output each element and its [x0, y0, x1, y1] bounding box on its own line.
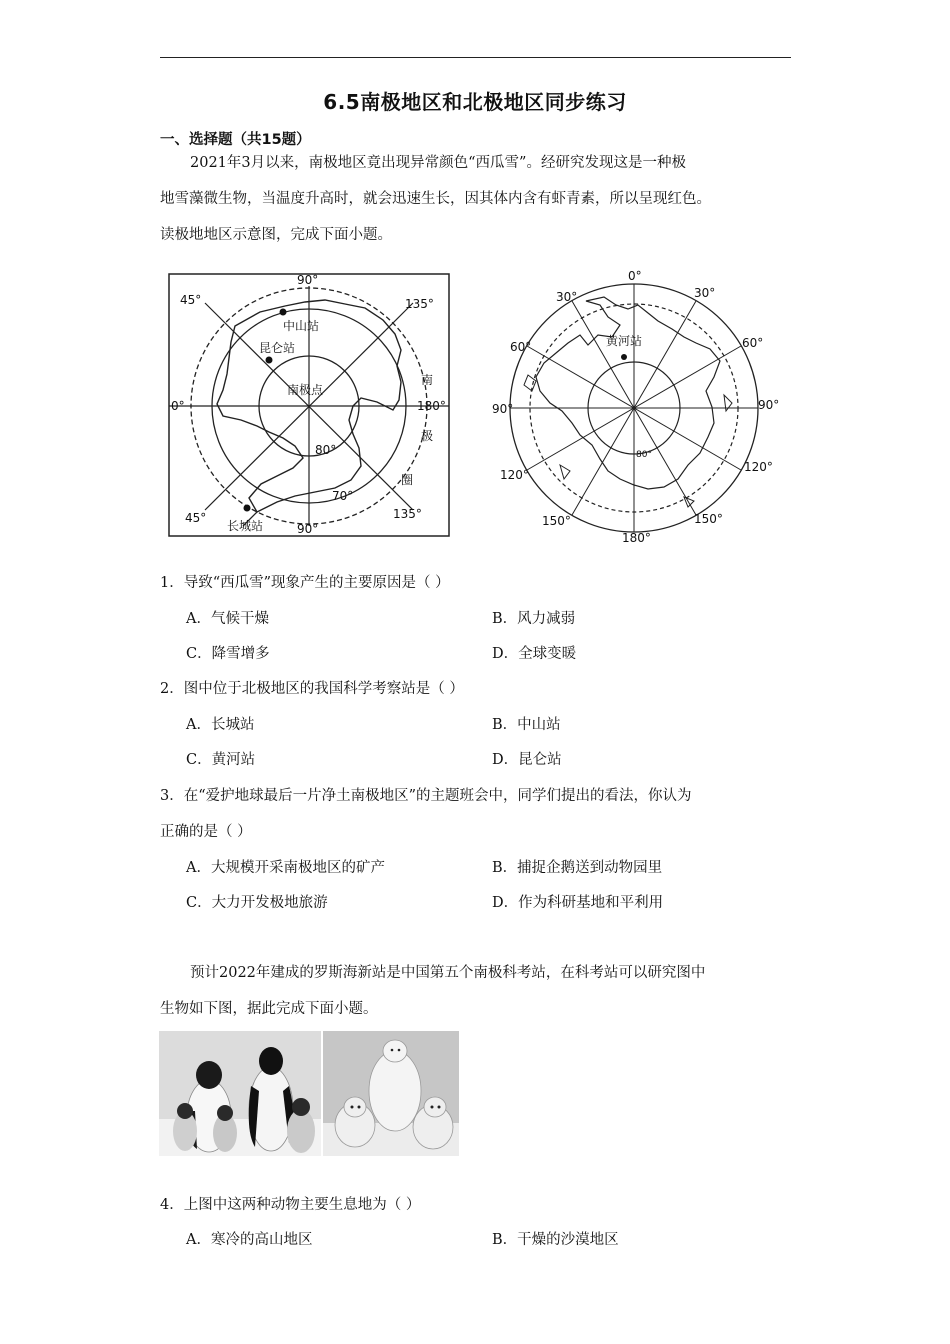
label-l90: 90° [492, 402, 514, 416]
label-l60: 60° [510, 340, 532, 354]
label-bl: 45° [185, 511, 207, 525]
islands [524, 375, 732, 507]
q2-option-d[interactable]: D．昆仑站 [492, 752, 562, 768]
label-bottom: 180° [622, 531, 651, 545]
section-heading: 一、选择题（共15题） [160, 132, 311, 148]
kunlun-dot [266, 357, 273, 364]
question-2-stem: 2．图中位于北极地区的我国科学考察站是（ ） [160, 681, 464, 697]
label-r150: 150° [694, 512, 723, 526]
q3-option-c[interactable]: C．大力开发极地旅游 [186, 895, 328, 911]
q1-option-c[interactable]: C．降雪增多 [186, 646, 270, 662]
label-bottom: 90° [297, 522, 319, 536]
label-l120: 120° [500, 468, 529, 482]
q3-option-a[interactable]: A．大规模开采南极地区的矿产 [186, 860, 385, 876]
q1-option-b[interactable]: B．风力减弱 [492, 611, 576, 627]
q3-option-d[interactable]: D．作为科研基地和平利用 [492, 895, 664, 911]
intro-line: 2021年3月以来，南极地区竟出现异常颜色“西瓜雪”。经研究发现这是一种极 [190, 155, 686, 171]
question-1-stem: 1．导致“西瓜雪”现象产生的主要原因是（ ） [160, 575, 450, 591]
circle-name-1: 南 [421, 373, 434, 387]
changcheng-dot [244, 505, 251, 512]
question-3-stem-line2: 正确的是（ ） [160, 824, 252, 840]
antarctic-map [165, 270, 455, 540]
q2-option-c[interactable]: C．黄河站 [186, 752, 256, 768]
label-changcheng: 长城站 [227, 519, 264, 533]
question-3-stem-line1: 3．在“爱护地球最后一片净土南极地区”的主题班会中，同学们提出的看法，你认为 [160, 788, 692, 804]
label-tr30: 30° [694, 286, 716, 300]
intro-line: 读极地地区示意图，完成下面小题。 [160, 227, 392, 243]
page-title: 6.5南极地区和北极地区同步练习 [323, 90, 627, 114]
meridians [510, 284, 758, 532]
intro-line: 生物如下图，据此完成下面小题。 [160, 1001, 378, 1017]
q1-option-d[interactable]: D．全球变暖 [492, 646, 577, 662]
label-lat80: 80° [315, 443, 337, 457]
huanghe-dot [621, 354, 627, 360]
zhongshan-dot [280, 309, 287, 316]
label-top: 90° [297, 273, 319, 287]
q1-option-a[interactable]: A．气候干燥 [186, 611, 269, 627]
label-l150: 150° [542, 514, 571, 528]
circle-name-3: 圈 [401, 473, 414, 487]
label-r120: 120° [744, 460, 773, 474]
q4-option-b[interactable]: B．干燥的沙漠地区 [492, 1232, 619, 1248]
top-rule [160, 57, 791, 58]
q2-option-a[interactable]: A．长城站 [186, 717, 255, 733]
label-r60: 60° [742, 336, 764, 350]
circle-name-2: 极 [421, 429, 434, 443]
coastline [536, 297, 720, 489]
intro-paragraph-1 [160, 145, 792, 253]
label-tl30: 30° [556, 290, 578, 304]
label-top: 0° [628, 269, 642, 283]
q4-option-a[interactable]: A．寒冷的高山地区 [186, 1232, 313, 1248]
label-zhongshan: 中山站 [283, 319, 320, 333]
label-lat70: 70° [332, 489, 354, 503]
label-kunlun: 昆仑站 [259, 341, 296, 355]
animal-photo [159, 1031, 459, 1156]
label-pole: 南极点 [287, 383, 324, 397]
label-left: 0° [171, 399, 185, 413]
label-br: 135° [393, 507, 422, 521]
intro-line: 预计2022年建成的罗斯海新站是中国第五个南极科考站，在科考站可以研究图中 [190, 965, 706, 981]
q3-option-b[interactable]: B．捕捉企鹅送到动物园里 [492, 860, 663, 876]
label-lat80: 80° [636, 450, 652, 460]
label-r90: 90° [758, 398, 780, 412]
label-huanghe: 黄河站 [606, 334, 643, 348]
q2-option-b[interactable]: B．中山站 [492, 717, 561, 733]
arctic-map [488, 265, 788, 545]
question-4-stem: 4．上图中这两种动物主要生息地为（ ） [160, 1197, 421, 1213]
label-tl: 45° [180, 293, 202, 307]
label-tr: 135° [405, 297, 434, 311]
label-right: 180° [417, 399, 446, 413]
intro-line: 地雪藻微生物，当温度升高时，就会迅速生长，因其体内含有虾青素，所以呈现红色。 [160, 191, 711, 207]
intro-paragraph-2 [160, 955, 792, 1027]
